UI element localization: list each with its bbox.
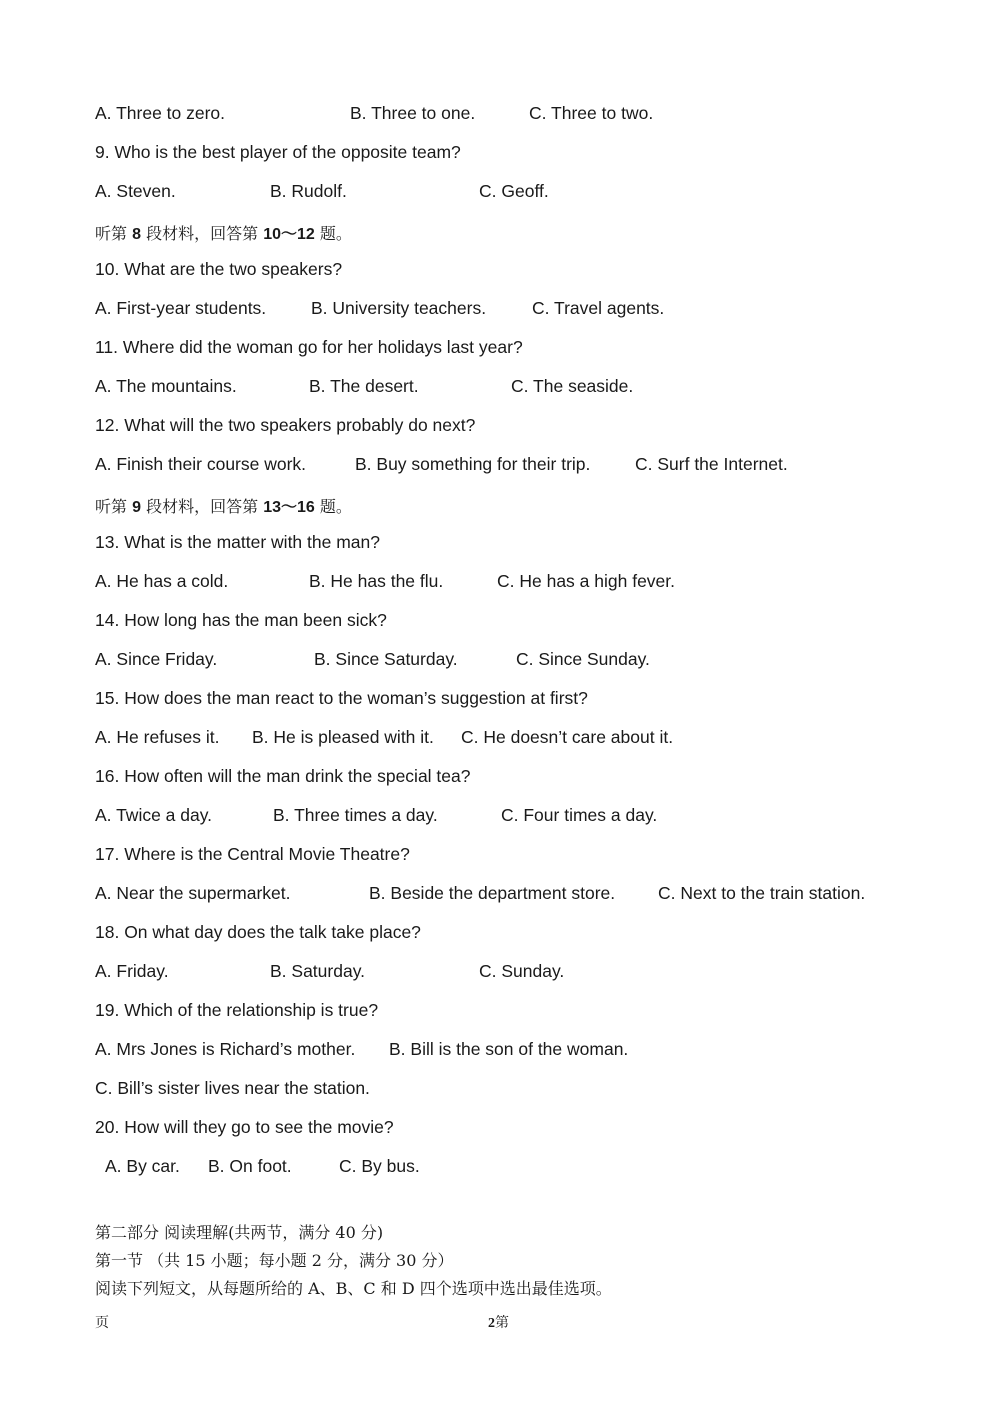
q8-option-a: A. Three to zero. — [95, 103, 226, 123]
q12-option-a: A. Finish their course work. — [95, 454, 307, 474]
q13-option-b: B. He has the flu. — [309, 571, 444, 591]
q20-option-c: C. By bus. — [339, 1156, 420, 1176]
q20-option-b: B. On foot. — [208, 1156, 292, 1176]
q8-option-c: C. Three to two. — [529, 103, 654, 123]
q14-option-a: A. Since Friday. — [95, 649, 218, 669]
q17-option-c: C. Next to the train station. — [658, 883, 866, 903]
q10-option-b: B. University teachers. — [311, 298, 487, 318]
q12-option-b: B. Buy something for their trip. — [355, 454, 591, 474]
q10-option-c: C. Travel agents. — [532, 298, 665, 318]
q19-option-a: A. Mrs Jones is Richard’s mother. — [95, 1039, 356, 1059]
q16-option-b: B. Three times a day. — [273, 805, 438, 825]
q18-question: 18. On what day does the talk take place? — [95, 922, 421, 942]
q11-option-a: A. The mountains. — [95, 376, 237, 396]
q16-option-c: C. Four times a day. — [501, 805, 658, 825]
q9-option-b: B. Rudolf. — [270, 181, 347, 201]
q18-option-b: B. Saturday. — [270, 961, 366, 981]
q9-option-c: C. Geoff. — [479, 181, 549, 201]
q19-option-b: B. Bill is the son of the woman. — [389, 1039, 629, 1059]
q17-option-a: A. Near the supermarket. — [95, 883, 291, 903]
q15-option-a: A. He refuses it. — [95, 727, 220, 747]
part2-section-heading: 第一节 （共 15 小题；每小题 2 分，满分 30 分） — [95, 1251, 454, 1270]
q14-question: 14. How long has the man been sick? — [95, 610, 387, 630]
q18-option-c: C. Sunday. — [479, 961, 565, 981]
q16-question: 16. How often will the man drink the special tea? — [95, 766, 471, 786]
q19-question: 19. Which of the relationship is true? — [95, 1000, 379, 1020]
q14-option-c: C. Since Sunday. — [516, 649, 650, 669]
q13-question: 13. What is the matter with the man? — [95, 532, 380, 552]
q10-option-a: A. First-year students. — [95, 298, 267, 318]
q9-question: 9. Who is the best player of the opposite team? — [95, 142, 461, 162]
q17-option-b: B. Beside the department store. — [369, 883, 616, 903]
q12-question: 12. What will the two speakers probably do next? — [95, 415, 476, 435]
q15-option-b: B. He is pleased with it. — [252, 727, 434, 747]
q8-option-b: B. Three to one. — [350, 103, 476, 123]
q14-option-b: B. Since Saturday. — [314, 649, 458, 669]
q11-option-c: C. The seaside. — [511, 376, 634, 396]
q10-question: 10. What are the two speakers? — [95, 259, 343, 279]
part2-heading: 第二部分 阅读理解(共两节，满分 40 分) — [95, 1223, 384, 1242]
section-9-instruction: 听第 9 段材料，回答第 13～16 题。 — [95, 497, 352, 516]
q20-question: 20. How will they go to see the movie? — [95, 1117, 394, 1137]
q20-option-a: A. By car. — [105, 1156, 180, 1176]
q13-option-a: A. He has a cold. — [95, 571, 229, 591]
q17-question: 17. Where is the Central Movie Theatre? — [95, 844, 410, 864]
q15-option-c: C. He doesn’t care about it. — [461, 727, 674, 747]
page-number: 2第 — [488, 1315, 509, 1331]
footer-left: 页 — [95, 1315, 109, 1331]
q9-option-a: A. Steven. — [95, 181, 176, 201]
q11-option-b: B. The desert. — [309, 376, 419, 396]
section-8-instruction: 听第 8 段材料，回答第 10～12 题。 — [95, 224, 352, 243]
q18-option-a: A. Friday. — [95, 961, 169, 981]
q15-question: 15. How does the man react to the woman’s suggestion at first? — [95, 688, 588, 708]
q11-question: 11. Where did the woman go for her holidays last year? — [95, 337, 523, 357]
q13-option-c: C. He has a high fever. — [497, 571, 676, 591]
q12-option-c: C. Surf the Internet. — [635, 454, 788, 474]
q16-option-a: A. Twice a day. — [95, 805, 213, 825]
part2-instruction: 阅读下列短文，从每题所给的 A、B、C 和 D 四个选项中选出最佳选项。 — [95, 1279, 612, 1298]
q19-option-c: C. Bill’s sister lives near the station. — [95, 1078, 370, 1098]
